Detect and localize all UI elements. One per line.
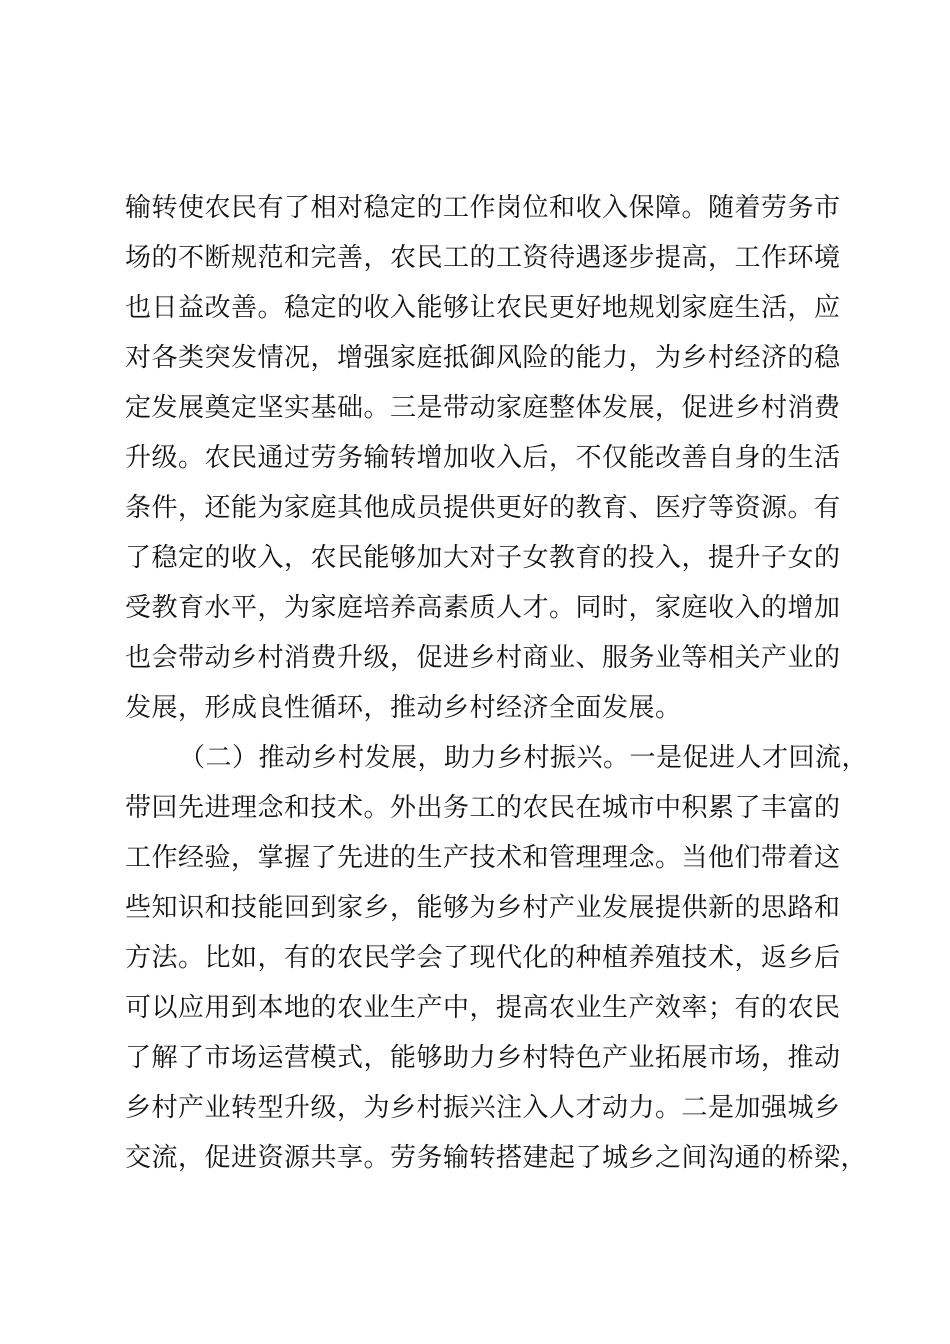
body-text: [125, 183, 869, 1183]
text-line: 也会带动乡村消费升级，促进乡村商业、服务业等相关产业的: [125, 643, 841, 673]
text-line: 对各类突发情况，增强家庭抵御风险的能力，为乡村经济的稳: [125, 343, 841, 373]
text-line: 了稳定的收入，农民能够加大对子女教育的投入，提升子女的: [125, 543, 841, 573]
text-line: 工作经验，掌握了先进的生产技术和管理理念。当他们带着这: [125, 843, 841, 873]
text-line: 发展，形成良性循环，推动乡村经济全面发展。: [125, 693, 682, 723]
text-line: 带回先进理念和技术。外出务工的农民在城市中积累了丰富的: [125, 793, 841, 823]
text-line: 乡村产业转型升级，为乡村振兴注入人才动力。二是加强城乡: [125, 1093, 841, 1123]
text-line: 些知识和技能回到家乡，能够为乡村产业发展提供新的思路和: [125, 893, 841, 923]
text-line: 场的不断规范和完善，农民工的工资待遇逐步提高，工作环境: [125, 243, 841, 273]
text-line: 可以应用到本地的农业生产中，提高农业生产效率；有的农民: [125, 993, 841, 1023]
text-line: 升级。农民通过劳务输转增加收入后，不仅能改善自身的生活: [125, 443, 841, 473]
text-line: 了解了市场运营模式，能够助力乡村特色产业拓展市场，推动: [125, 1043, 841, 1073]
text-line: 交流，促进资源共享。劳务输转搭建起了城乡之间沟通的桥梁，: [125, 1143, 868, 1173]
text-line: 输转使农民有了相对稳定的工作岗位和收入保障。随着劳务市: [125, 193, 841, 223]
text-line: 条件，还能为家庭其他成员提供更好的教育、医疗等资源。有: [125, 493, 841, 523]
section-heading-line: （二）推动乡村发展，助力乡村振兴。一是促进人才回流，: [179, 743, 869, 773]
text-line: 也日益改善。稳定的收入能够让农民更好地规划家庭生活，应: [125, 293, 841, 323]
text-line: 方法。比如，有的农民学会了现代化的种植养殖技术，返乡后: [125, 943, 841, 973]
text-line: 定发展奠定坚实基础。三是带动家庭整体发展，促进乡村消费: [125, 393, 841, 423]
text-line: 受教育水平，为家庭培养高素质人才。同时，家庭收入的增加: [125, 593, 841, 623]
